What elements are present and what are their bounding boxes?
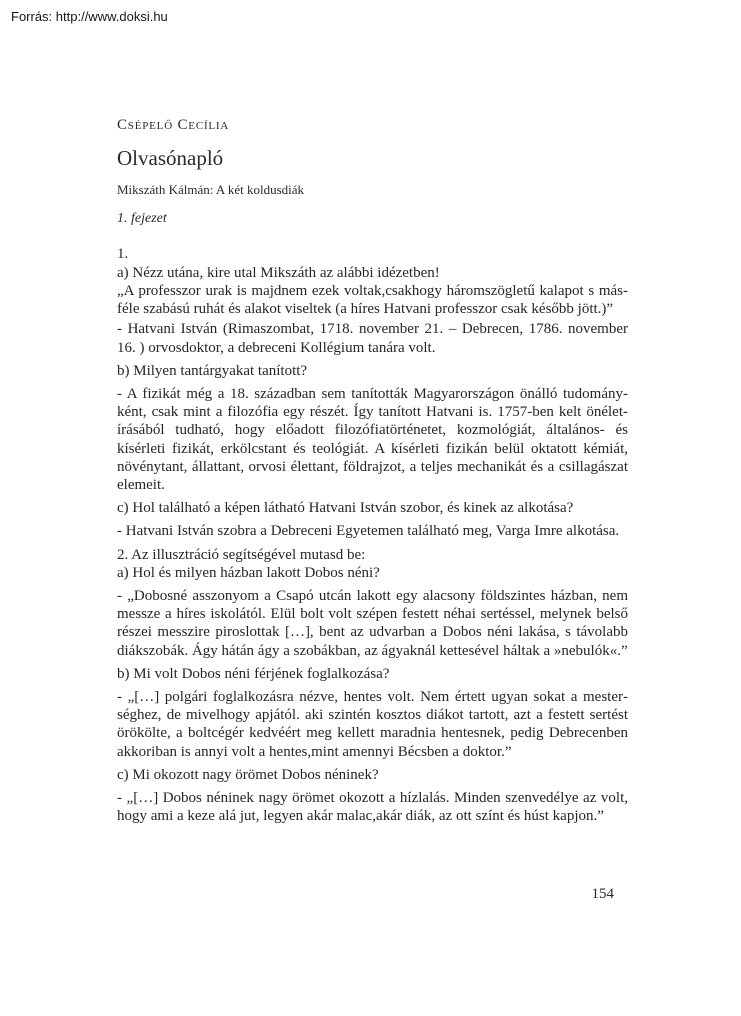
page-number: 154 bbox=[591, 886, 614, 902]
section2-answer-a: - „Dobosné asszonyom a Csapó utcán lakott egy alacsony földszintes házban, nem messze a híres iskolától. Elül bolt volt szépen festett néhai sertéssel, melynek belső részei messzire piroslottak […], bent az udvarban a Dobos néni lakása, s távolabb diákszobák. Ágy hátán ágy a szobákban, az ágyaknál kettesével háltak a »nebulók«.” bbox=[117, 587, 628, 659]
section1-quote-a: „A professzor urak is majdnem ezek voltak,csakhogy háromszögletű kalapot s másféle szabású ruhát és alakot viseltek (a híres Hatvani professzor csak később jött.)” bbox=[117, 282, 628, 318]
section2-answer-c: - „[…] Dobos néninek nagy örömet okozott a hízlalás. Minden szenvedélye az volt, hogy ami a keze alá jut, legyen akár malac,akár diák, az ott színt és húst kapjon.” bbox=[117, 789, 628, 825]
section1-answer-c: - Hatvani István szobra a Debreceni Egyetemen található meg, Varga Imre alkotása. bbox=[117, 523, 620, 540]
section2-question-b: b) Mi volt Dobos néni férjének foglalkozása? bbox=[117, 665, 390, 682]
section1-question-c: c) Hol található a képen látható Hatvani István szobor, és kinek az alkotása? bbox=[117, 500, 574, 517]
author-name: Csépelő Cecília bbox=[117, 117, 230, 133]
section1-answer-a: - Hatvani István (Rimaszombat, 1718. november 21. – Debrecen, 1786. november 16. ) orvosdoktor, a debreceni Kollégium tanára volt. bbox=[117, 321, 628, 356]
section2-question-c: c) Mi okozott nagy örömet Dobos néninek? bbox=[117, 766, 379, 783]
section1-question-b: b) Milyen tantárgyakat tanított? bbox=[117, 362, 308, 379]
section1-question-a: a) Nézz utána, kire utal Mikszáth az alábbi idézetben! bbox=[117, 264, 440, 281]
section1-number: 1. bbox=[117, 246, 129, 263]
section2-heading: 2. Az illusztráció segítségével mutasd be: bbox=[117, 546, 366, 563]
chapter-heading: 1. fejezet bbox=[117, 210, 167, 226]
source-label: Forrás: http://www.doksi.hu bbox=[11, 9, 168, 24]
document-subtitle: Mikszáth Kálmán: A két koldusdiák bbox=[117, 182, 305, 198]
section2-answer-b: - „[…] polgári foglalkozásra nézve, hentes volt. Nem értett ugyan sokat a mesterséghez, de mivelhogy apjától. aki szintén kosztos diákot tartott, azt a festett sertést örökölte, a boltcégér kedvéért meg kellett maradnia hentesnek, pedig Debrecenben akkoriban is annyi volt a hentes,mint amennyi Bécsben a doktor.” bbox=[117, 688, 628, 760]
section1-answer-b: - A fizikát még a 18. században sem tanították Magyarországon önálló tudományként, csak mint a filozófia egy részét. Így tanított Hatvani is. 1757-ben kelt önéletírásából tudható, hogy előadott filozófiatörténetet, kozmológiát, általános- és kísérleti fizikát, erkölcstant és teológiát. A kísérleti fizikán belül oktatott kémiát, növénytant, állattant, orvosi élettant, földrajzot, a teljes mechanikát és a csillagászat elemeit. bbox=[117, 385, 628, 493]
section2-question-a: a) Hol és milyen házban lakott Dobos néni? bbox=[117, 564, 380, 581]
document-content bbox=[117, 116, 628, 830]
page-title: Olvasónapló bbox=[117, 146, 224, 170]
